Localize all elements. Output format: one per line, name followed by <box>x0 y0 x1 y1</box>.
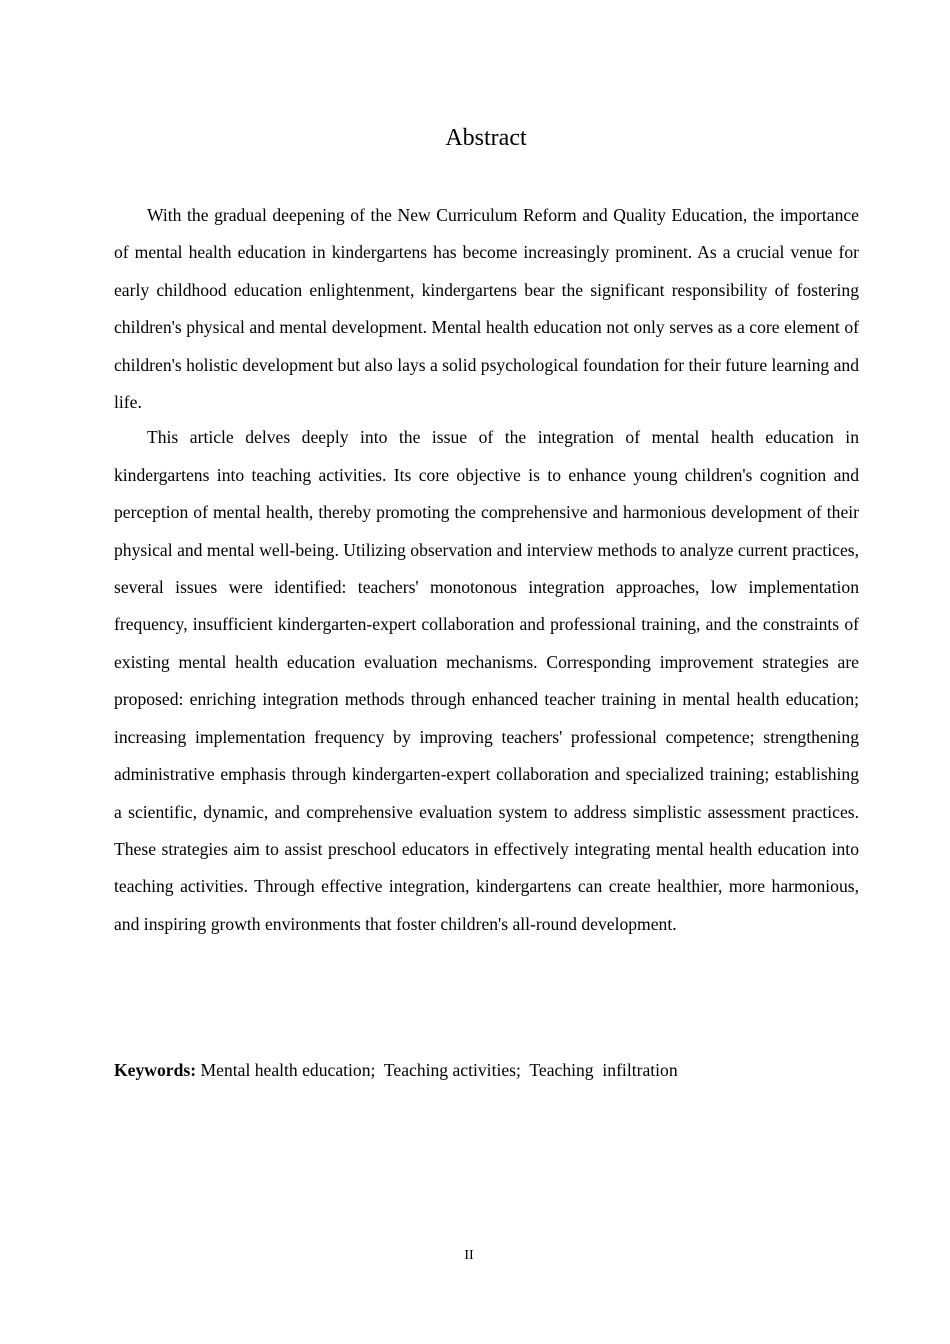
abstract-paragraph-2: This article delves deeply into the issue of the integration of mental health education in kindergartens into teaching activities. Its core objective is to enhance young children's cognition and perception of mental health, thereby promoting the comprehensive and harmonious development of their physical and mental well-being. Utilizing observation and interview methods to analyze current practices, several issues were identified: teachers' monotonous integration approaches, low implementation frequency, insufficient kindergarten-expert collaboration and professional training, and the constraints of existing mental health education evaluation mechanisms. Corresponding improvement strategies are proposed: enriching integration methods through enhanced teacher training in mental health education; increasing implementation frequency by improving teachers' professional competence; strengthening administrative emphasis through kindergarten-expert collaboration and specialized training; establishing a scientific, dynamic, and comprehensive evaluation system to address simplistic assessment practices. These strategies aim to assist preschool educators in effectively integrating mental health education into teaching activities. Through effective integration, kindergartens can create healthier, more harmonious, and inspiring growth environments that foster children's all-round development. <box>114 427 859 934</box>
keywords-label: Keywords: <box>114 1060 197 1080</box>
page-number: II <box>464 1248 474 1263</box>
abstract-paragraph-1: With the gradual deepening of the New Curriculum Reform and Quality Education, the importance of mental health education in kindergartens has become increasingly prominent. As a crucial venue for early childhood education enlightenment, kindergartens bear the significant responsibility of fostering children's physical and mental development. Mental health education not only serves as a core element of children's holistic development but also lays a solid psychological foundation for their future learning and life. <box>114 205 859 413</box>
keywords-line <box>114 1052 859 1088</box>
abstract-title: Abstract <box>445 125 527 151</box>
keywords-text: Mental health education; Teaching activities; Teaching infiltration <box>196 1060 678 1080</box>
abstract-body <box>114 197 859 943</box>
